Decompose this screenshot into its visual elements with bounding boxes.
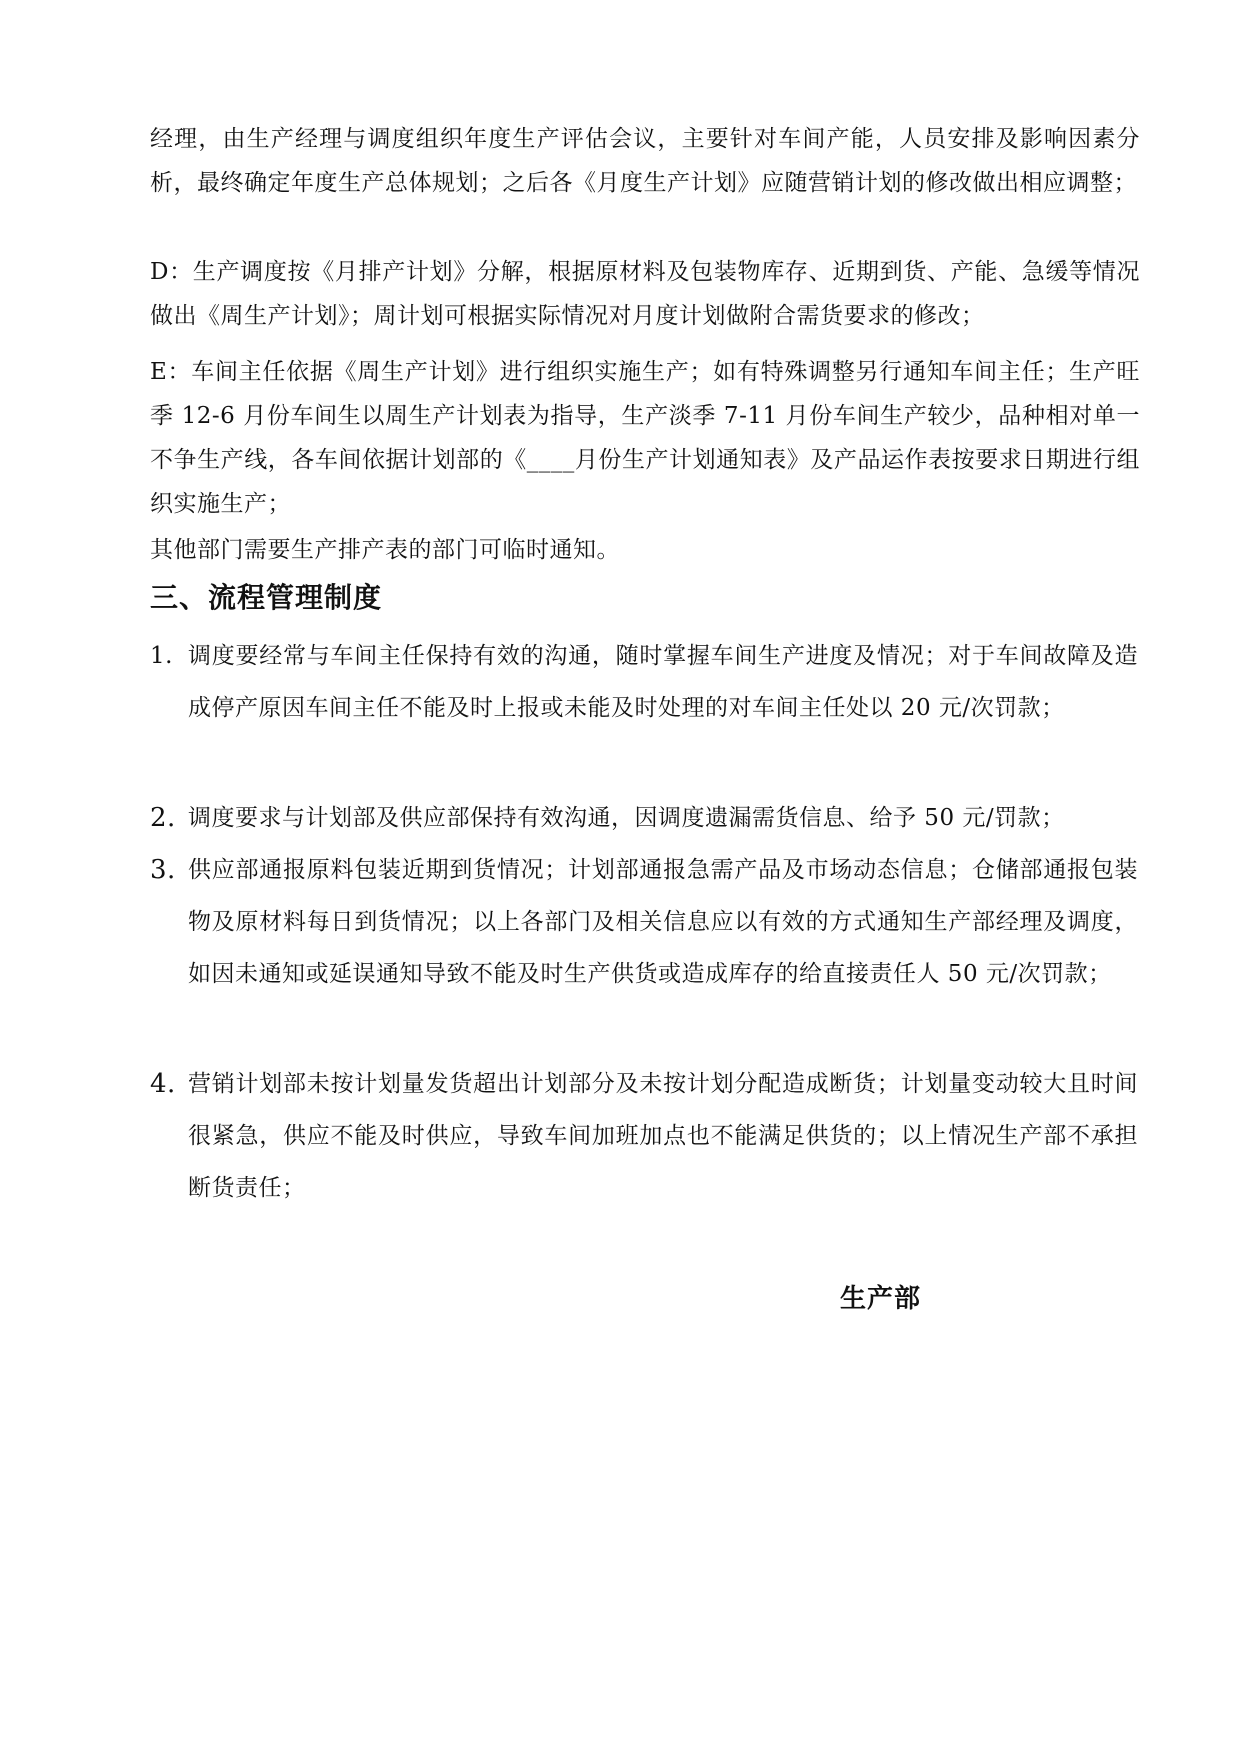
rule-item-4	[150, 1058, 1140, 1214]
rule-item-2	[150, 792, 1140, 844]
item-e-paragraph: E：车间主任依据《周生产计划》进行组织实施生产；如有特殊调整另行通知车间主任；生产旺季 12-6 月份车间生以周生产计划表为指导，生产淡季 7-11 月份车间生产较少，品种相对单一不争生产线，各车间依据计划部的《____月份生产计划通知表》及产品运作表按要求日期进行组织实施生产；	[150, 359, 1140, 517]
rule-number: 1.	[150, 643, 173, 669]
other-departments-paragraph: 其他部门需要生产排产表的部门可临时通知。	[150, 537, 620, 563]
rule-item-1	[150, 630, 1140, 734]
rule-text: 营销计划部未按计划量发货超出计划部分及未按计划分配造成断货；计划量变动较大且时间很紧急，供应不能及时供应，导致车间加班加点也不能满足供货的；以上情况生产部不承担断货责任；	[188, 1071, 1138, 1201]
rule-number: 2.	[150, 803, 176, 833]
rule-item-3	[150, 844, 1140, 1000]
rule-text: 供应部通报原料包装近期到货情况；计划部通报急需产品及市场动态信息；仓储部通报包装物及原材料每日到货情况；以上各部门及相关信息应以有效的方式通知生产部经理及调度，如因未通知或延误通知导致不能及时生产供货或造成库存的给直接责任人 50 元/次罚款；	[188, 857, 1138, 987]
rule-text: 调度要求与计划部及供应部保持有效沟通，因调度遗漏需货信息、给予 50 元/罚款；	[188, 805, 1065, 831]
item-d-paragraph: D：生产调度按《月排产计划》分解，根据原材料及包装物库存、近期到货、产能、急缓等情况做出《周生产计划》；周计划可根据实际情况对月度计划做附合需货要求的修改；	[150, 259, 1140, 329]
rule-number: 3.	[150, 855, 176, 885]
rule-number: 4.	[150, 1069, 176, 1099]
intro-paragraph: 经理，由生产经理与调度组织年度生产评估会议，主要针对车间产能，人员安排及影响因素分析，最终确定年度生产总体规划；之后各《月度生产计划》应随营销计划的修改做出相应调整；	[150, 126, 1140, 196]
section-title: 三、流程管理制度	[150, 581, 383, 614]
signature-department: 生产部	[840, 1284, 922, 1314]
rule-text: 调度要经常与车间主任保持有效的沟通，随时掌握车间生产进度及情况；对于车间故障及造成停产原因车间主任不能及时上报或未能及时处理的对车间主任处以 20 元/次罚款；	[188, 643, 1138, 721]
